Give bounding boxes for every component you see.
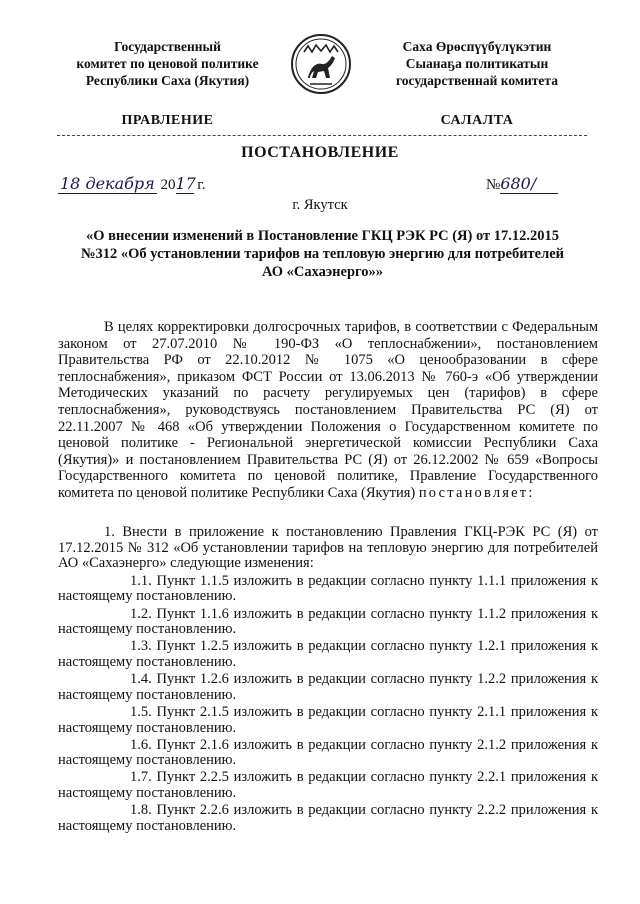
subject-line: «О внесении изменений в Постановление ГКЦ РЭК РС (Я) от 17.12.2015 (85, 228, 560, 244)
subitem-1-5: 1.5. Пункт 2.1.5 изложить в редакции согласно пункту 2.1.1 приложения к настоящему постановлению. (58, 703, 598, 736)
number-value: 680/ (500, 174, 558, 194)
issuer-line: государственнай комитета (396, 73, 558, 88)
number-prefix: № (486, 177, 501, 193)
issuer-line: комитет по ценовой политике (76, 56, 259, 71)
subject-line: №312 «Об установлении тарифов на тепловую энергию для потребителей (80, 246, 565, 262)
document-date (58, 174, 205, 194)
subitem-1-2: 1.2. Пункт 1.1.6 изложить в редакции согласно пункту 1.1.2 приложения к настоящему постановлению. (58, 605, 598, 638)
subitem-1-7: 1.7. Пункт 2.2.5 изложить в редакции согласно пункту 2.2.1 приложения к настоящему постановлению. (58, 769, 598, 802)
decree-items (58, 525, 598, 836)
subitem-1-1: 1.1. Пункт 1.1.5 изложить в редакции согласно пункту 1.1.1 приложения к настоящему постановлению. (58, 572, 598, 605)
document-city: г. Якутск (292, 197, 348, 213)
subitem-1-8: 1.8. Пункт 2.2.6 изложить в редакции согласно пункту 2.2.2 приложения к настоящему постановлению. (58, 802, 598, 834)
subject-line: АО «Сахаэнерго»» (261, 264, 384, 280)
item-1: 1. Внести в приложение к постановлению Правления ГКЦ-РЭК РС (Я) от 17.12.2015 № 312 «Об установлении тарифов на тепловую энергию для потребителей АО «Сахаэнерго» следующие изменения: (58, 524, 598, 572)
document-subject (80, 227, 565, 281)
date-year-prefix: 20 (160, 177, 176, 193)
preamble-paragraph (58, 319, 598, 502)
preamble-text: В целях корректировки долгосрочных тарифов, в соответствии с Федеральным законом от 27.07.2010 № 190-ФЗ «О теплоснабжении», постановлением Правительства РФ от 22.10.2012 № 1075 «О ценообразовании в сфере теплоснабжения», приказом ФСТ России от 13.06.2013 № 760-э «Об утверждении Методических указаний по расчету регулируемых цен (тарифов) в сфере теплоснабжения», руководствуясь постановлением Правительства РС (Я) от 22.11.2007 № 468 «Об утверждении Положения о Государственном комитете по ценовой политике - Региональной энергетической комиссии Республики Саха (Якутия)» и постановлением Правительства РС (Я) от 26.12.2002 № 659 «Вопросы Государственного комитета по ценовой политике, Правление Государственного комитета по ценовой политике Республики Саха (Якутия) (58, 319, 598, 501)
header-divider (57, 135, 587, 136)
emblem-icon (290, 30, 352, 98)
issuer-name-sakha (372, 38, 582, 89)
date-year-suffix: 17 (175, 174, 196, 193)
document-number (486, 174, 558, 194)
issuer-line: Государственный (114, 39, 221, 54)
subitem-1-3: 1.3. Пункт 1.2.5 изложить в редакции согласно пункту 1.2.1 приложения к настоящему постановлению. (58, 638, 598, 670)
issuer-name-russian (60, 38, 275, 89)
issuer-line: Республики Саха (Якутия) (85, 73, 250, 88)
issuer-line: Саха Өрөспүүбүлүкэтин (402, 39, 552, 54)
board-label-russian: ПРАВЛЕНИЕ (121, 113, 214, 128)
date-year-unit: г. (197, 177, 206, 193)
subitem-1-6: 1.6. Пункт 2.1.6 изложить в редакции согласно пункту 2.1.2 приложения к настоящему постановлению. (58, 736, 598, 769)
issuer-line: Сыанаҕа политикатын (405, 56, 549, 71)
decree-word: постановляет: (418, 484, 535, 501)
date-day-month: 18 декабря (60, 174, 155, 193)
board-label-sakha: САЛАЛТА (440, 113, 514, 128)
subitem-1-4: 1.4. Пункт 1.2.6 изложить в редакции согласно пункту 1.2.2 приложения к настоящему постановлению. (58, 671, 598, 703)
document-title: ПОСТАНОВЛЕНИЕ (241, 144, 399, 161)
